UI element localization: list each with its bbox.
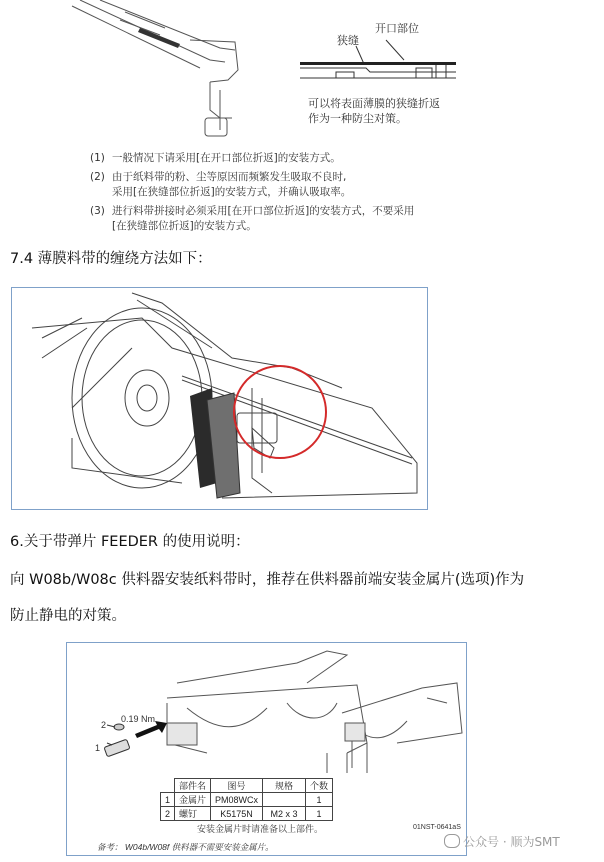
note-2-line-2: 采用[在狭缝部位折返]的安装方式，并确认吸取率。 <box>112 186 352 198</box>
top-caption-line-2: 作为一种防尘对策。 <box>308 112 407 125</box>
prep-note: 安装金属片时请准备以上部件。 <box>197 824 324 834</box>
table-cell: 螺钉 <box>175 807 211 821</box>
torque-label: 0.19 Nm <box>121 714 156 724</box>
table-cell <box>263 793 306 807</box>
table-cell: 2 <box>161 807 175 821</box>
wechat-icon <box>444 834 460 848</box>
table-header: 部件名 <box>175 779 211 793</box>
note-3-num: (3) <box>90 205 105 217</box>
table-header: 规格 <box>263 779 306 793</box>
table-cell: K5175N <box>211 807 263 821</box>
callout-2: 2 <box>101 720 107 730</box>
note-3-line-1: 进行料带拼接时必须采用[在开口部位折返]的安装方式，不要采用 <box>112 205 415 217</box>
parts-table <box>160 778 333 821</box>
callout-1: 1 <box>95 743 101 753</box>
table-header-row <box>161 779 333 793</box>
label-open-end: 开口部位 <box>375 22 419 35</box>
note-1-num: (1) <box>90 152 105 164</box>
table-cell: PM08WCx <box>211 793 263 807</box>
table-row <box>161 807 333 821</box>
top-caption-line-1: 可以将表面薄膜的狭缝折返 <box>308 97 440 110</box>
watermark <box>444 833 560 850</box>
table-row <box>161 793 333 807</box>
table-cell: 1 <box>306 807 333 821</box>
ref-code: 01NST-0641aS <box>413 824 461 831</box>
film-tape-winding-figure <box>11 287 428 510</box>
section-7-4-heading: 7.4 薄膜料带的缠绕方法如下： <box>10 251 212 267</box>
section-6-heading: 6.关于带弹片 FEEDER 的使用说明： <box>10 534 250 550</box>
label-slit: 狭缝 <box>337 34 359 47</box>
note-2-line-1: 由于纸料带的粉、尘等原因而频繁发生吸取不良时, <box>112 171 347 183</box>
table-header: 个数 <box>306 779 333 793</box>
section-6-para-line-2: 防止静电的对策。 <box>10 608 126 624</box>
highlight-circle <box>234 366 326 458</box>
note-1-line-1: 一般情况下请采用[在开口部位折返]的安装方式。 <box>112 152 341 164</box>
metal-plate-figure <box>66 642 467 856</box>
section-6-para-line-1: 向 W08b/W08c 供料器安装纸料带时，推荐在供料器前端安装金属片(选项)作为 <box>10 572 525 588</box>
table-cell: 1 <box>306 793 333 807</box>
note-3-line-2: [在狭缝部位折返]的安装方式。 <box>112 220 257 232</box>
feeder-tip-drawing <box>60 0 250 150</box>
feeder-reel-drawing <box>12 288 427 509</box>
note-2-num: (2) <box>90 171 105 183</box>
remark: 备考： W04b/W08f 供料器不需要安装金属片。 <box>97 842 274 852</box>
table-header: 图号 <box>211 779 263 793</box>
tape-cross-section <box>296 38 466 88</box>
table-cell: M2 x 3 <box>263 807 306 821</box>
table-cell: 1 <box>161 793 175 807</box>
watermark-text: 公众号 · 顺为SMT <box>463 835 560 849</box>
table-cell: 金属片 <box>175 793 211 807</box>
